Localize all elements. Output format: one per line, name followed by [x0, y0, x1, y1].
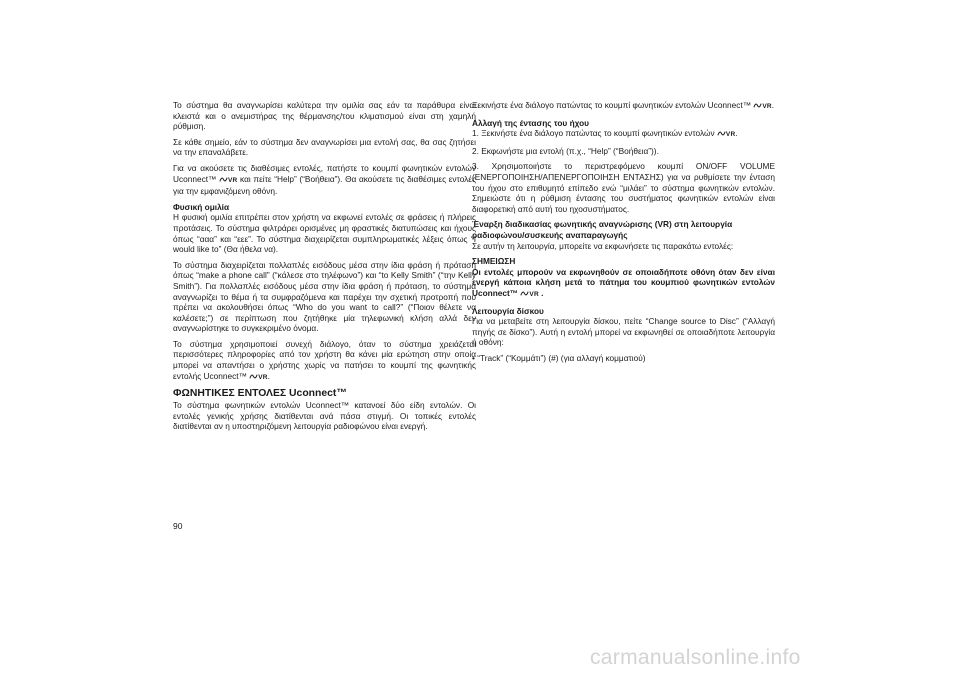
- text: .: [735, 128, 738, 139]
- text: Ξεκινήστε ένα διάλογο πατώντας το κουμπί φωνητικών εντολών Uconnect™: [472, 100, 752, 110]
- bullet-item: • “Track” (“Κομμάτι”) (#) (για αλλαγή κομματιού): [472, 352, 646, 363]
- text: και πείτε “Help” (“Βοήθεια”). Θα ακούσετε τις διαθέσιμες εντολές για την εμφανιζόμενη οθόνη.: [173, 173, 477, 197]
- paragraph: Σε κάθε σημείο, εάν το σύστημα δεν αναγνωρίσει μια εντολή σας, θα σας ζητήσει να την επαναλάβετε.: [173, 136, 476, 158]
- paragraph: [472, 100, 775, 113]
- text: Για να ακούσετε τις διαθέσιμες εντολές, πατήστε το κουμπί φωνητικών εντολών Uconnect™: [173, 162, 476, 184]
- section-title: ΦΩΝΗΤΙΚΕΣ ΕΝΤΟΛΕΣ Uconnect™: [173, 388, 347, 400]
- paragraph: [173, 339, 476, 383]
- text: 1. Ξεκινήστε ένα διάλογο πατώντας το κουμπί φωνητικών εντολών: [472, 128, 715, 139]
- vr-label: VR: [762, 103, 772, 110]
- paragraph: [173, 163, 476, 197]
- note-text: [472, 267, 775, 301]
- text: Το σύστημα χρησιμοποιεί συνεχή διάλογο, όταν το σύστημα χρειάζεται περισσότερες πληροφορίες από τον χρήστη θα κάνει μία ερώτηση στην οποία μπορεί να απαντήσει ο χρήστης χωρίς να πατήσει το κουμπί της φωνητικής εντολής Uconnect™: [173, 338, 476, 381]
- voice-command-icon: [249, 372, 267, 384]
- left-column: [173, 100, 476, 437]
- step: [472, 128, 775, 141]
- paragraph: Το σύστημα διαχειρίζεται πολλαπλές εισόδους μέσα στην ίδια φράση ή πρόταση όπως “make a phone call” (“κάλεσε στο τηλέφωνο”) και “to Kelly Smith” (“την Kelly Smith”). Για πολλαπλές εισόδους μέσα στην ίδια φράση ή πρόταση, το σύστημα αναγνωρίζει το θέμα ή τα συμφραζόμενα και παρέχει την σχετική προτροπή που πρέπει να ακολουθήσει όπως “Who do you want to call?” (“Ποιον θέλετε να καλέσετε;”) σε περίπτωση που ζητήθηκε μία τηλεφωνική κλήση αλλά δεν αναγνωρίστηκε το συγκεκριμένο όνομα.: [173, 259, 476, 334]
- voice-command-icon: [717, 128, 738, 141]
- voice-command-icon: [219, 175, 237, 187]
- vr-label: VR: [529, 290, 539, 298]
- vr-label: VR: [725, 131, 736, 139]
- vr-label: VR: [227, 176, 238, 184]
- page-number: 90: [173, 521, 183, 531]
- right-column: [472, 100, 775, 368]
- paragraph: Σε αυτήν τη λειτουργία, μπορείτε να εκφωνήσετε τις παρακάτω εντολές:: [472, 240, 734, 251]
- heading-vr-start: Έναρξη διαδικασίας φωνητικής αναγνώρισης (VR) στη λειτουργία ραδιοφώνου/συσκευής αναπαραγωγής: [472, 219, 733, 240]
- text: Οι εντολές μπορούν να εκφωνηθούν σε οποιαδήποτε οθόνη όταν δεν είναι ενεργή κάποια κλήση μετά το πάτημα του κουμπιού φωνητικών εντολών Uconnect™: [472, 266, 775, 298]
- text: .: [267, 370, 270, 381]
- paragraph: Η φυσική ομιλία επιτρέπει στον χρήστη να εκφωνεί εντολές σε φράσεις ή πλήρεις προτάσεις. Το σύστημα φιλτράρει ορισμένες μη φραστικές διατυπώσεις και ήχους όπως “ααα” και “εεε”. Το σύστημα διαχειρίζεται συμπληρωματικές λέξεις όπως “I would like to” (Θα ήθελα να).: [173, 212, 476, 255]
- voice-command-icon: [520, 289, 538, 301]
- step: 3. Χρησιμοποιήστε το περιστρεφόμενο κουμπί ON/OFF VOLUME (ΕΝΕΡΓΟΠΟΙΗΣΗ/ΑΠΕΝΕΡΓΟΠΟΙΗΣΗ ΕΝΤΑΣΗΣ) για να ρυθμίσετε την ένταση του ήχου στο επιθυμητό επίπεδο ενώ “μιλάει” το σύστημα φωνητικών εντολών. Σημειώστε ότι η ρύθμιση έντασης του συστήματος φωνητικών εντολών είναι διαφορετική από αυτή του ηχοσυστήματος.: [472, 161, 775, 214]
- heading-volume: Αλλαγή της έντασης του ήχου: [472, 117, 590, 128]
- vr-label: VR: [258, 373, 268, 381]
- text: .: [541, 287, 544, 298]
- paragraph: Το σύστημα θα αναγνωρίσει καλύτερα την ομιλία σας εάν τα παράθυρα είναι κλειστά και ο ανεμιστήρας της θέρμανσης/του κλιματισμού είναι στη χαμηλή ρύθμιση.: [173, 100, 476, 132]
- step: 2. Εκφωνήστε μια εντολή (π.χ., “Help” (“Βοήθεια”)).: [472, 145, 659, 156]
- heading-disc-mode: Λειτουργία δίσκου: [472, 305, 544, 316]
- paragraph: Για να μεταβείτε στη λειτουργία δίσκου, πείτε “Change source to Disc” (“Αλλαγή πηγής σε δίσκο”). Αυτή η εντολή μπορεί να εκφωνηθεί σε οποιαδήποτε λειτουργία ή οθόνη:: [472, 316, 775, 348]
- heading-natural-speech: Φυσική ομιλία: [173, 201, 230, 212]
- text: .: [771, 100, 775, 110]
- voice-command-icon: [753, 101, 771, 113]
- note-heading: ΣΗΜΕΙΩΣΗ: [472, 256, 516, 267]
- watermark: carmanualsonline.info: [590, 646, 801, 669]
- paragraph: Το σύστημα φωνητικών εντολών Uconnect™ κατανοεί δύο είδη εντολών. Οι εντολές γενικής χρήσης διατίθενται ανά πάσα στιγμή. Οι τοπικές εντολές διατίθενται αν η υποστηριζόμενη λειτουργία ραδιοφώνου είναι ενεργή.: [173, 400, 476, 432]
